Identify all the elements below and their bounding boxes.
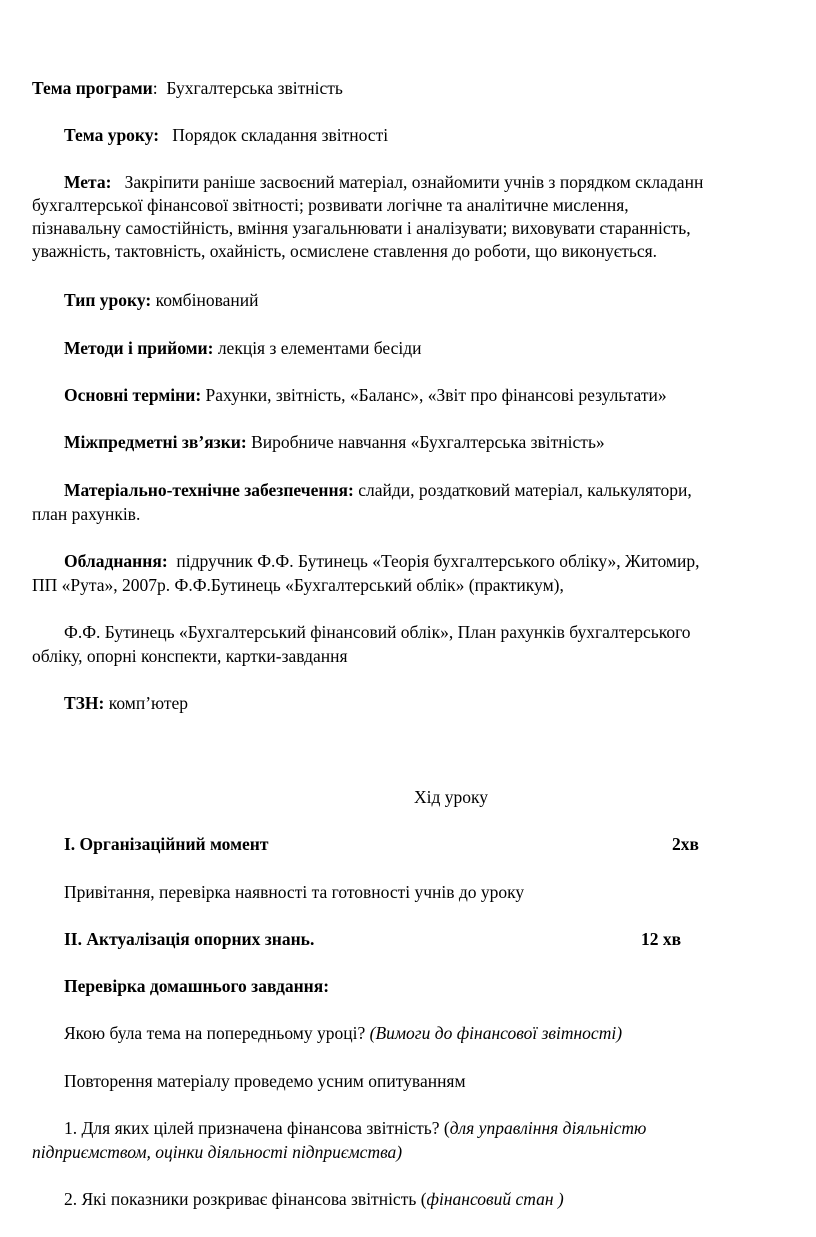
- terms-line: Основні терміни: Рахунки, звітність, «Баланс», «Звіт про фінансові результати»: [64, 385, 667, 405]
- lesson-topic-value: Порядок складання звітності: [172, 125, 389, 145]
- section1-text: Привітання, перевірка наявності та готовності учнів до уроку: [64, 882, 525, 902]
- program-topic-label: Тема програми: [32, 78, 153, 98]
- homework-heading: Перевірка домашнього завдання:: [64, 976, 330, 996]
- program-topic-value: Бухгалтерська звітність: [166, 78, 343, 98]
- course-heading: Хід уроку: [413, 787, 489, 807]
- question-2: 2. Які показники розкриває фінансова звітність (фінансовий стан ): [64, 1189, 564, 1209]
- program-topic-line: Тема програми: Бухгалтерська звітність: [32, 78, 343, 98]
- section1-time: 2хв: [672, 834, 699, 854]
- document-page: Тема програми: Бухгалтерська звітність Тема уроку: Порядок складання звітності Мета: Закріпити раніше засвоєний матеріал, ознайомити учнів з порядком складанн бухгалтерської фінансової звітності; розвивати логічне та аналітичне мислення, пізнавальну самостійність, вміння узагальнювати і аналізувати; виховувати старанність, уважність, тактовність, охайність, осмислене ставлення до роботи, що виконується. Тип уроку: комбінований Методи і прийоми: лекція з елементами бесіди Основні терміни: Рахунки, звітність, «Баланс», «Звіт про фінансові результати» Міжпредметні зв’язки: Виробниче навчання «Бухгалтерська звітність» Матеріально-технічне забезпечення: слайди, роздатковий матеріал, калькулятори, план рахунків. Обладнання: підручник Ф.Ф. Бутинець «Теорія бухгалтерського обліку», Житомир, ПП «Рута», 2007р. Ф.Ф.Бутинець «Бухгалтерський облік» (практикум), Ф.Ф. Бутинець «Бухгалтерський фінансовий облік», План рахунків бухгалтерського обліку, опорні конспекти, картки-завдання ТЗН: комп’ютер Хід уроку І. Організаційний момент 2хв Привітання, перевірка наявності та готовності учнів до уроку ІІ. Актуалізація опорних знань. 12 хв Перевірка домашнього завдання: Якою була тема на попередньому уроці? (Вимоги до фінансової звітності) Повторення матеріалу проведемо усним опитуванням 1. Для яких цілей призначена фінансова звітність? (для управління діяльністю підприємством, оцінки діяльності підприємства) 2. Які показники розкриває фінансова звітність (фінансовий стан ): [0, 0, 816, 1237]
- previous-topic-answer: (Вимоги до фінансової звітності): [369, 1023, 623, 1043]
- material-label: Матеріально-технічне забезпечення:: [64, 480, 354, 500]
- previous-topic-question: Якою була тема на попередньому уроці? (Вимоги до фінансової звітності): [64, 1023, 623, 1043]
- review-line: Повторення матеріалу проведемо усним опитуванням: [64, 1071, 466, 1091]
- equipment-label: Обладнання:: [64, 551, 168, 571]
- methods-line: Методи і прийоми: лекція з елементами бесіди: [64, 338, 422, 358]
- goal-label: Мета:: [64, 172, 112, 192]
- interdisciplinary-links-line: Міжпредметні зв’язки: Виробниче навчання «Бухгалтерська звітність»: [64, 432, 605, 452]
- methods-label: Методи і прийоми:: [64, 338, 214, 358]
- section1-title: І. Організаційний момент: [64, 834, 269, 854]
- lesson-type-line: Тип уроку: комбінований: [64, 290, 259, 310]
- lesson-topic-label: Тема уроку:: [64, 125, 160, 145]
- section2-title: ІІ. Актуалізація опорних знань.: [64, 929, 315, 949]
- section2-time: 12 хв: [641, 929, 682, 949]
- terms-label: Основні терміни:: [64, 385, 202, 405]
- tzn-label: ТЗН:: [64, 693, 105, 713]
- tzn-line: ТЗН: комп’ютер: [64, 693, 189, 713]
- lesson-type-label: Тип уроку:: [64, 290, 152, 310]
- links-label: Міжпредметні зв’язки:: [64, 432, 247, 452]
- lesson-topic-line: [64, 124, 816, 147]
